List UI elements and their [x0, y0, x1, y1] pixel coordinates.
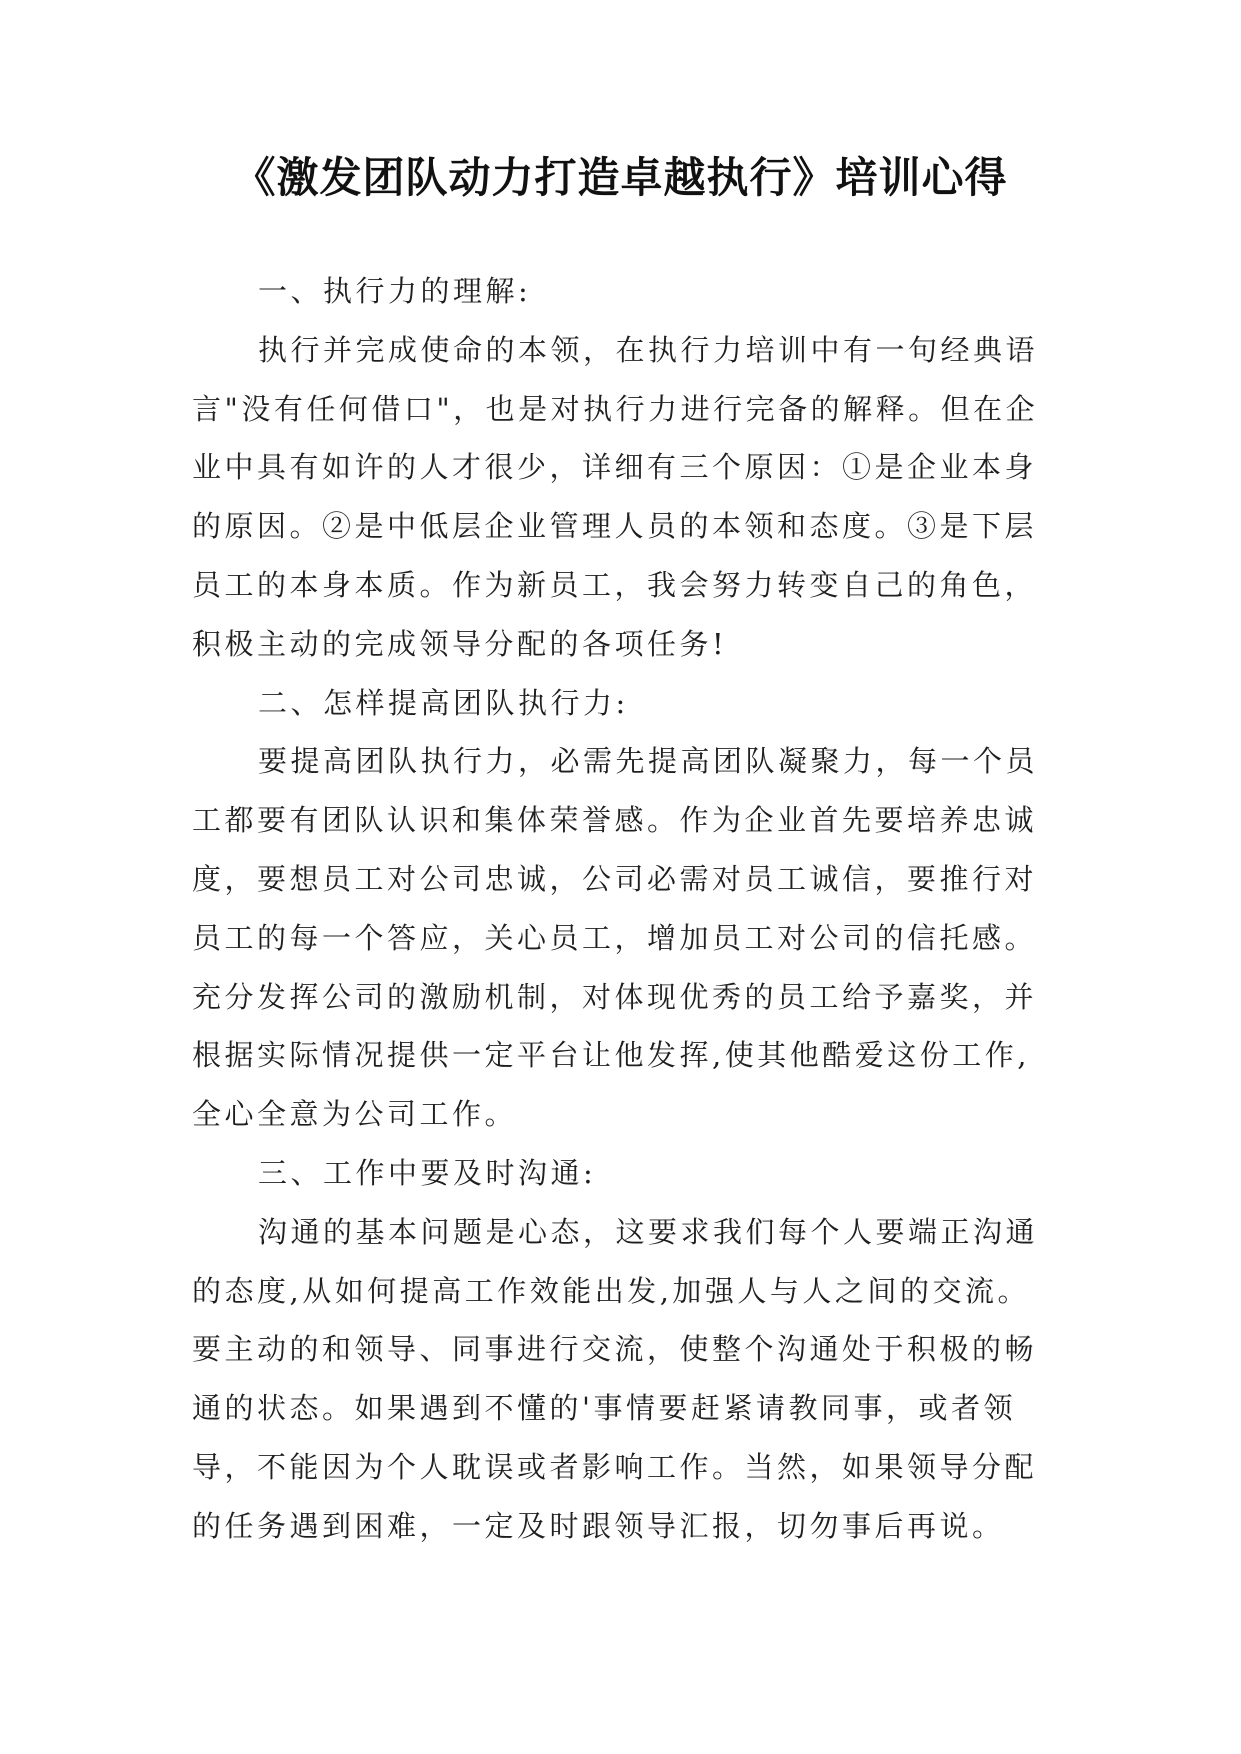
text-line: 言"没有任何借口"，也是对执行力进行完备的解释。但在企 — [192, 391, 1039, 426]
text-line: 执行并完成使命的本领，在执行力培训中有一句经典语 — [258, 332, 1039, 367]
text-line: 积极主动的完成领导分配的各项任务! — [192, 626, 728, 661]
document-title: 《激发团队动力打造卓越执行》培训心得 — [233, 153, 1008, 202]
text-line: 根据实际情况提供一定平台让他发挥,使其他酷爱这份工作, — [192, 1038, 1030, 1073]
text-line: 要提高团队执行力，必需先提高团队凝聚力，每一个员 — [258, 744, 1039, 779]
text-line: 员工的每一个答应，关心员工，增加员工对公司的信托感。 — [192, 920, 1038, 955]
text-line: 三、工作中要及时沟通: — [258, 1155, 597, 1190]
text-line: 工都要有团队认识和集体荣誉感。作为企业首先要培养忠诚 — [192, 803, 1038, 838]
text-line: 导，不能因为个人耽误或者影响工作。当然，如果领导分配 — [192, 1449, 1038, 1484]
text-line: 沟通的基本问题是心态，这要求我们每个人要端正沟通 — [258, 1214, 1039, 1249]
text-line: 的态度,从如何提高工作效能出发,加强人与人之间的交流。 — [192, 1273, 1030, 1308]
text-line: 二、怎样提高团队执行力: — [258, 685, 629, 720]
document-body — [192, 262, 1052, 1556]
text-line: 业中具有如许的人才很少，详细有三个原因：①是企业本身 — [192, 450, 1038, 485]
text-line: 要主动的和领导、同事进行交流，使整个沟通处于积极的畅 — [192, 1332, 1038, 1367]
text-line: 的原因。②是中低层企业管理人员的本领和态度。③是下层 — [192, 509, 1038, 544]
text-line: 通的状态。如果遇到不懂的'事情要赶紧请教同事，或者领 — [192, 1391, 1016, 1426]
text-line: 一、执行力的理解: — [258, 274, 532, 308]
text-line: 员工的本身本质。作为新员工，我会努力转变自己的角色， — [192, 567, 1038, 602]
text-line: 的任务遇到困难，一定及时跟领导汇报，切勿事后再说。 — [192, 1508, 1005, 1543]
text-line: 全心全意为公司工作。 — [192, 1097, 518, 1132]
text-line: 充分发挥公司的激励机制，对体现优秀的员工给予嘉奖，并 — [192, 979, 1038, 1014]
text-line: 度，要想员工对公司忠诚，公司必需对员工诚信，要推行对 — [192, 861, 1038, 896]
